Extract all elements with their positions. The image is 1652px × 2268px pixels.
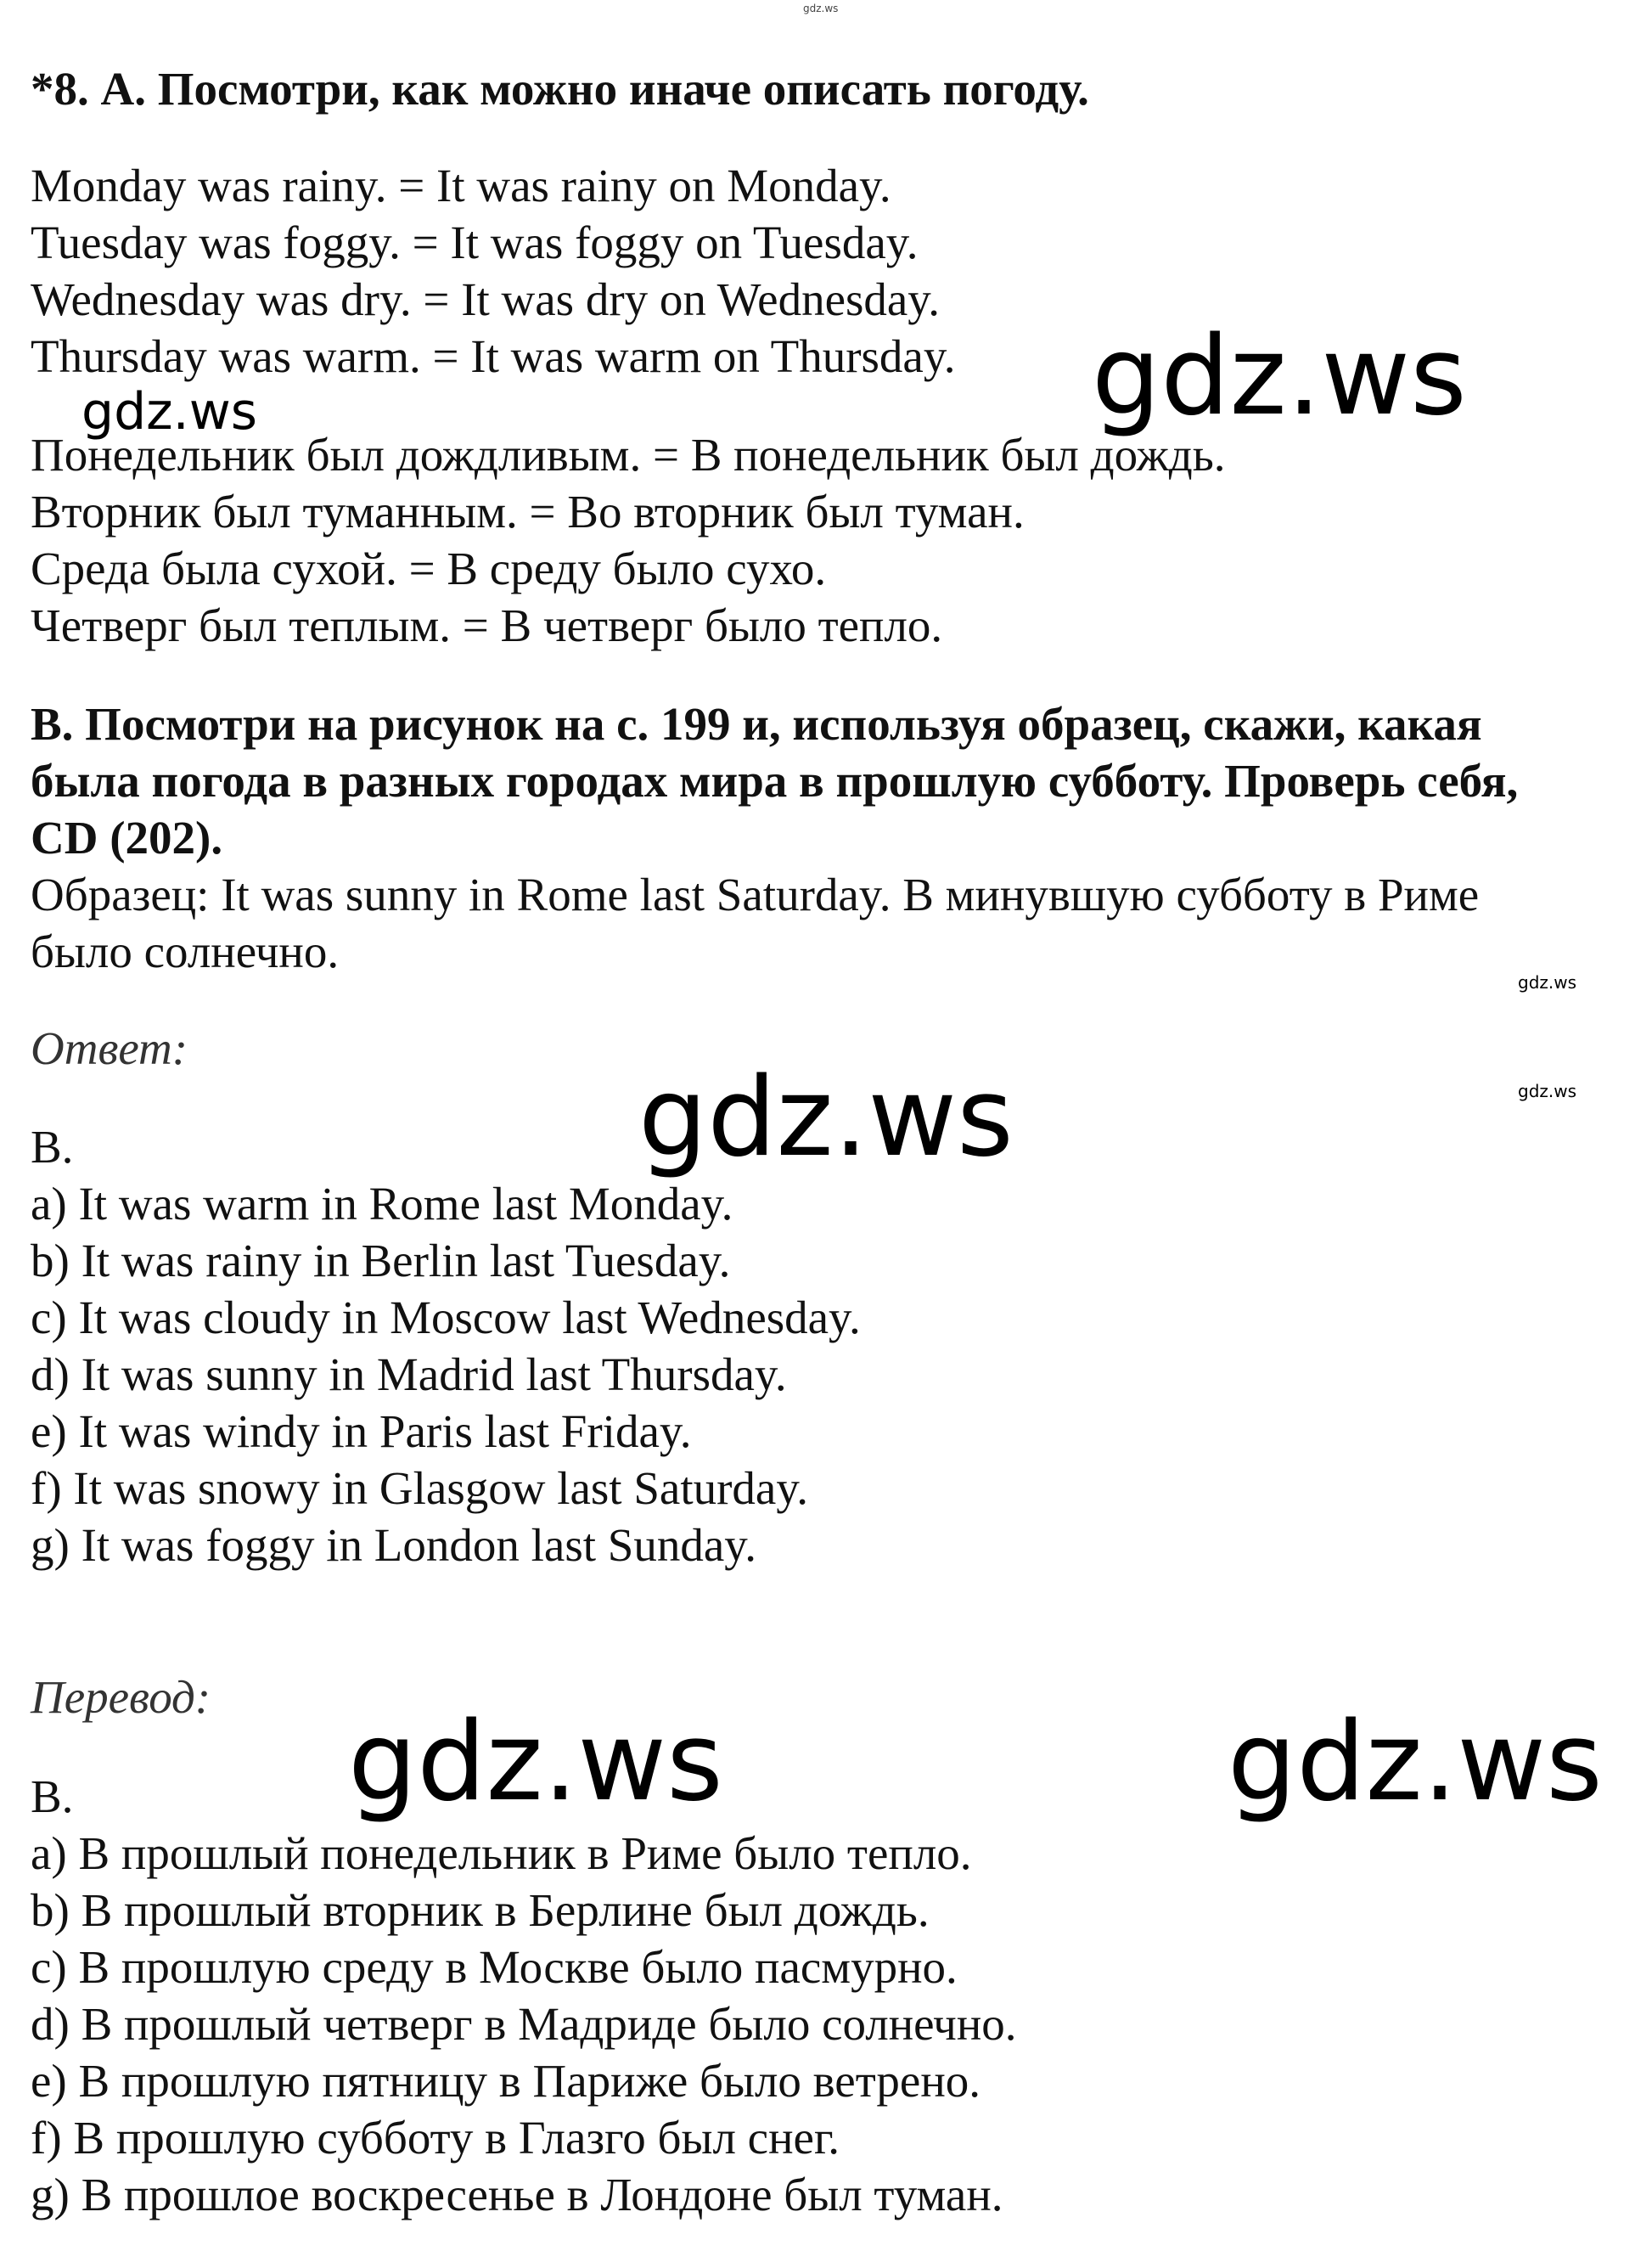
watermark-large-3: gdz.ws [348, 1699, 723, 1826]
translation-item: g) В прошлое воскресенье в Лондоне был туман. [31, 2169, 1003, 2220]
answer-item: b) It was rainy in Berlin last Tuesday. [31, 1235, 731, 1286]
answer-label: Ответ: [31, 1022, 188, 1074]
example-russian-line: Среда была сухой. = В среду было сухо. [31, 543, 827, 594]
task-a-heading: *8. А. Посмотри, как можно иначе описать погоду. [31, 63, 1089, 115]
watermark-large-4: gdz.ws [1228, 1699, 1603, 1826]
task-b-sample-line: Образец: It was sunny in Rome last Saturday. В минувшую субботу в Риме [31, 869, 1480, 920]
task-b-heading-line: была погода в разных городах мира в прошлую субботу. Проверь себя, [31, 755, 1519, 807]
watermark-top: gdz.ws [803, 3, 839, 14]
translation-item: a) В прошлый понедельник в Риме было тепло. [31, 1827, 972, 1879]
answer-item: a) It was warm in Rome last Monday. [31, 1178, 733, 1230]
watermark-small-1: gdz.ws [1518, 972, 1577, 993]
task-b-sample-line: было солнечно. [31, 926, 340, 977]
answer-item: g) It was foggy in London last Sunday. [31, 1519, 756, 1571]
answer-item: f) It was snowy in Glasgow last Saturday. [31, 1462, 809, 1514]
translation-item: c) В прошлую среду в Москве было пасмурно. [31, 1941, 958, 1993]
translation-section-letter: B. [31, 1770, 74, 1822]
task-b-heading-line: В. Посмотри на рисунок на с. 199 и, используя образец, скажи, какая [31, 698, 1482, 750]
watermark-large-2: gdz.ws [638, 1055, 1014, 1181]
example-english-line: Wednesday was dry. = It was dry on Wednesday. [31, 273, 940, 325]
watermark-small-2: gdz.ws [1518, 1081, 1577, 1101]
example-russian-line: Вторник был туманным. = Во вторник был туман. [31, 486, 1025, 537]
translation-label: Перевод: [31, 1671, 211, 1723]
answer-item: d) It was sunny in Madrid last Thursday. [31, 1348, 787, 1400]
example-english-line: Thursday was warm. = It was warm on Thursday. [31, 330, 956, 382]
example-english-line: Tuesday was foggy. = It was foggy on Tuesday. [31, 217, 919, 268]
answer-item: e) It was windy in Paris last Friday. [31, 1405, 692, 1457]
translation-item: f) В прошлую субботу в Глазго был снег. [31, 2112, 840, 2164]
watermark-large-1: gdz.ws [1092, 313, 1467, 440]
example-russian-line: Понедельник был дождливым. = В понедельник был дождь. [31, 429, 1226, 481]
watermark-medium: gdz.ws [81, 382, 258, 442]
example-russian-line: Четверг был теплым. = В четверг было тепло. [31, 599, 943, 651]
translation-item: e) В прошлую пятницу в Париже было ветрено. [31, 2055, 981, 2107]
answer-item: c) It was cloudy in Moscow last Wednesday. [31, 1292, 861, 1343]
task-b-heading-line: CD (202). [31, 812, 223, 864]
example-english-line: Monday was rainy. = It was rainy on Monday. [31, 160, 891, 211]
answer-section-letter: B. [31, 1121, 74, 1173]
translation-item: d) В прошлый четверг в Мадриде было солнечно. [31, 1998, 1017, 2050]
translation-item: b) В прошлый вторник в Берлине был дождь. [31, 1884, 930, 1936]
